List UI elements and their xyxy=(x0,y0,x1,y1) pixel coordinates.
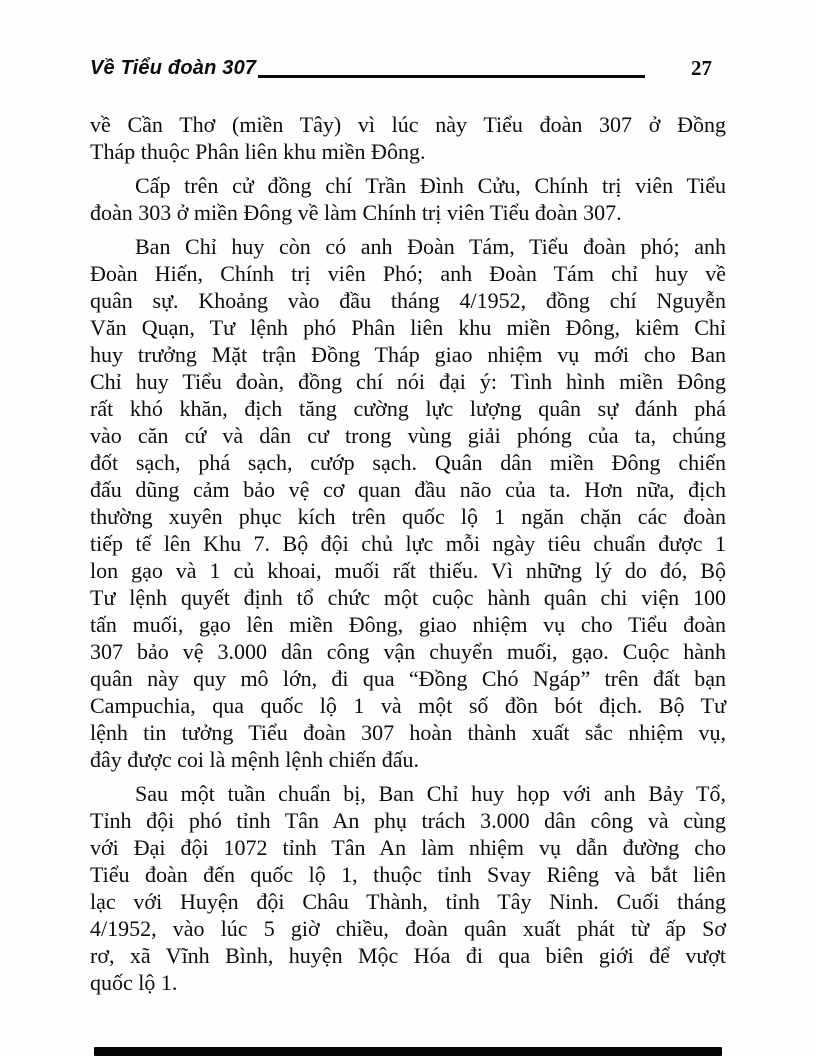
text-line: Ban Chỉ huy còn có anh Đoàn Tám, Tiểu đoàn phó; anh xyxy=(135,234,726,259)
header-rule xyxy=(258,75,645,78)
text-line: Campuchia, qua quốc lộ 1 và một số đồn bót địch. Bộ Tư xyxy=(90,693,726,718)
text-line: lạc với Huyện đội Châu Thành, tỉnh Tây Ninh. Cuối tháng xyxy=(90,889,726,914)
text-line: 4/1952, vào lúc 5 giờ chiều, đoàn quân xuất phát từ ấp Sơ xyxy=(90,916,726,941)
text-line: Tư lệnh quyết định tổ chức một cuộc hành quân chi viện 100 xyxy=(90,585,726,610)
text-line: vào căn cứ và dân cư trong vùng giải phóng của ta, chúng xyxy=(90,423,726,448)
text-line: 307 bảo vệ 3.000 dân công vận chuyển muối, gạo. Cuộc hành xyxy=(90,639,726,664)
paragraph xyxy=(90,111,726,165)
text-line: tấn muối, gạo lên miền Đông, giao nhiệm vụ cho Tiểu đoàn xyxy=(90,612,726,637)
text-line: quân sự. Khoảng vào đầu tháng 4/1952, đồng chí Nguyễn xyxy=(90,288,726,313)
text-line: lệnh tin tưởng Tiểu đoàn 307 hoàn thành xuất sắc nhiệm vụ, xyxy=(90,720,726,745)
text-line: đấu dũng cảm bảo vệ cơ quan đầu não của ta. Hơn nữa, địch xyxy=(90,477,726,502)
text-line: Chỉ huy Tiểu đoàn, đồng chí nói đại ý: Tình hình miền Đông xyxy=(90,369,726,394)
text-line: đốt sạch, phá sạch, cướp sạch. Quân dân miền Đông chiến xyxy=(90,450,726,475)
text-line: thường xuyên phục kích trên quốc lộ 1 ngăn chặn các đoàn xyxy=(90,504,726,529)
text-line: Cấp trên cử đồng chí Trần Đình Cửu, Chính trị viên Tiểu xyxy=(135,173,726,198)
running-header-title: Về Tiểu đoàn 307 xyxy=(90,57,257,79)
text-line: lon gạo và 1 củ khoai, muối rất thiếu. Vì những lý do đó, Bộ xyxy=(90,558,726,583)
paragraph xyxy=(90,172,726,226)
text-line: với Đại đội 1072 tỉnh Tân An làm nhiệm vụ dẫn đường cho xyxy=(90,835,726,860)
paragraph xyxy=(90,780,726,996)
text-line: quốc lộ 1. xyxy=(90,970,178,995)
text-line: Tiểu đoàn đến quốc lộ 1, thuộc tỉnh Svay Riêng và bắt liên xyxy=(90,862,726,887)
text-line: về Cần Thơ (miền Tây) vì lúc này Tiểu đoàn 307 ở Đồng xyxy=(90,112,726,137)
scan-artifact-bar xyxy=(94,1047,722,1056)
text-line: Đoàn Hiến, Chính trị viên Phó; anh Đoàn Tám chỉ huy về xyxy=(90,261,726,286)
text-line: đây được coi là mệnh lệnh chiến đấu. xyxy=(90,747,420,772)
text-line: Sau một tuần chuẩn bị, Ban Chỉ huy họp với anh Bảy Tổ, xyxy=(135,781,726,806)
running-header xyxy=(90,56,712,80)
text-line: quân này quy mô lớn, đi qua “Đồng Chó Ngáp” trên đất bạn xyxy=(90,666,726,691)
text-line: rất khó khăn, địch tăng cường lực lượng quân sự đánh phá xyxy=(90,396,726,421)
text-line: Tháp thuộc Phân liên khu miền Đông. xyxy=(90,139,426,164)
text-line: tiếp tế lên Khu 7. Bộ đội chủ lực mỗi ngày tiêu chuẩn được 1 xyxy=(90,531,726,556)
text-line: đoàn 303 ở miền Đông về làm Chính trị viên Tiểu đoàn 307. xyxy=(90,200,622,225)
text-line: Văn Quạn, Tư lệnh phó Phân liên khu miền Đông, kiêm Chỉ xyxy=(90,315,726,340)
page-number: 27 xyxy=(691,56,712,80)
paragraph xyxy=(90,233,726,773)
text-line: Tỉnh đội phó tỉnh Tân An phụ trách 3.000 dân công và cùng xyxy=(90,808,726,833)
text-line: huy trưởng Mặt trận Đồng Tháp giao nhiệm vụ mới cho Ban xyxy=(90,342,726,367)
text-line: rơ, xã Vĩnh Bình, huyện Mộc Hóa đi qua biên giới để vượt xyxy=(90,943,726,968)
page-body xyxy=(90,111,726,1003)
